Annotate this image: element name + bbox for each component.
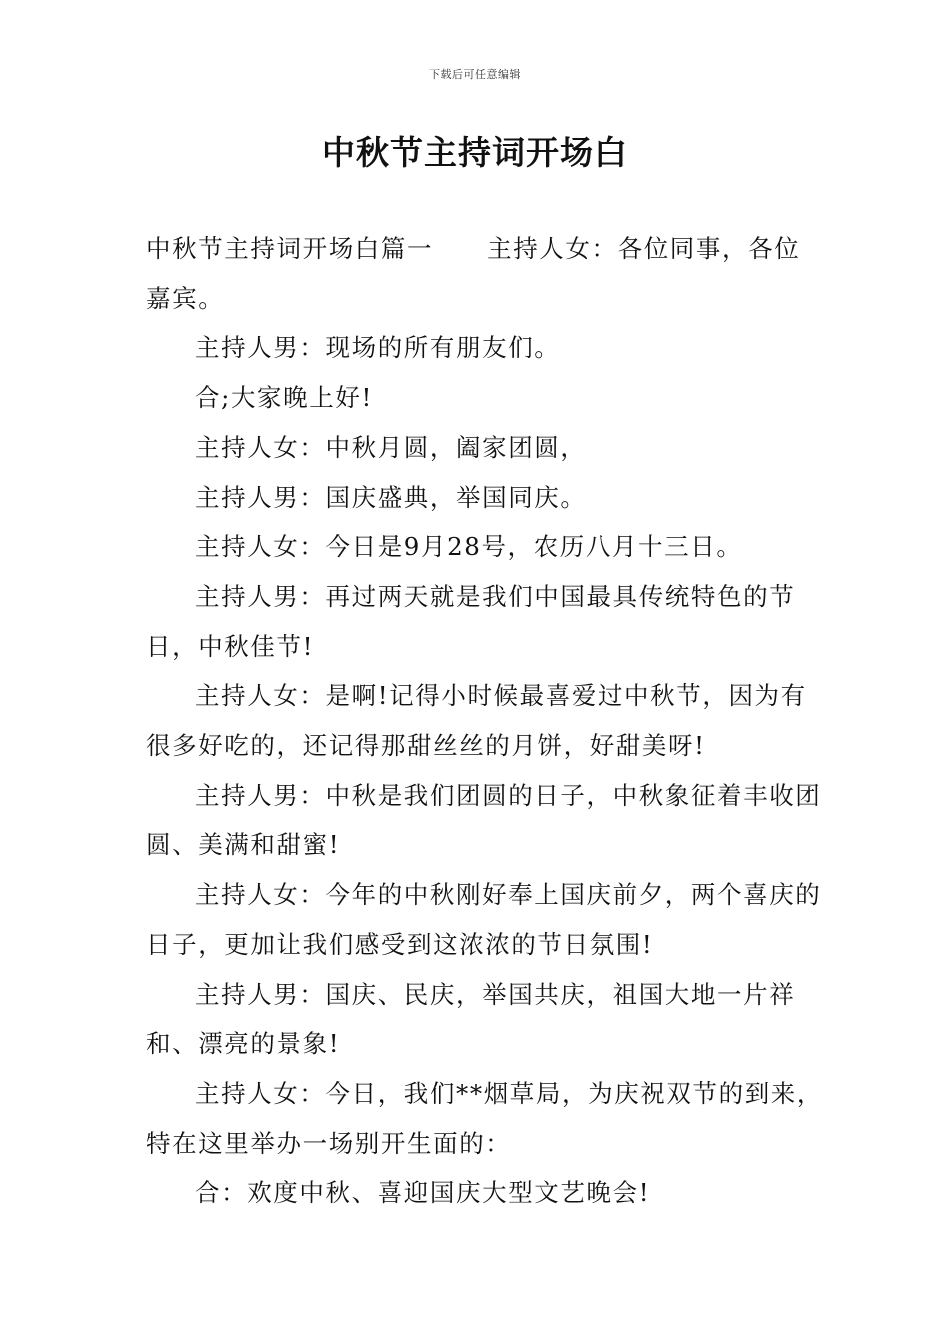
paragraph: 主持人女：今日是9月28号，农历八月十三日。 <box>195 532 743 562</box>
document-body <box>146 224 826 1218</box>
paragraph: 主持人男：国庆盛典，举国同庆。 <box>195 482 587 512</box>
paragraph: 主持人女：是啊!记得小时候最喜爱过中秋节，因为有很多好吃的，还记得那甜丝丝的月饼，好甜美呀! <box>146 681 807 761</box>
paragraph-intro <box>146 224 826 323</box>
section-heading: 中秋节主持词开场白篇一 <box>146 234 434 263</box>
document-title: 中秋节主持词开场白 <box>322 133 628 172</box>
paragraph: 合：欢度中秋、喜迎国庆大型文艺晚会! <box>195 1178 651 1208</box>
paragraph: 合;大家晚上好! <box>195 383 373 413</box>
paragraph: 主持人女：今年的中秋刚好奉上国庆前夕，两个喜庆的日子，更加让我们感受到这浓浓的节日氛围! <box>146 880 822 959</box>
paragraph: 主持人男：中秋是我们团圆的日子，中秋象征着丰收团圆、美满和甜蜜! <box>146 780 822 860</box>
paragraph: 主持人男：国庆、民庆，举国共庆，祖国大地一片祥和、漂亮的景象! <box>146 979 796 1059</box>
paragraph: 主持人男：现场的所有朋友们。 <box>195 333 561 363</box>
paragraph: 主持人女：今日，我们**烟草局，为庆祝双节的到来，特在这里举办一场别开生面的： <box>146 1078 823 1158</box>
paragraph: 主持人女：中秋月圆，阖家团圆， <box>195 432 587 462</box>
paragraph: 主持人男：再过两天就是我们中国最具传统特色的节日，中秋佳节! <box>146 581 796 661</box>
header-note: 下载后可任意编辑 <box>429 68 521 81</box>
paragraph-text: 主持人女：各位同事，各位嘉宾。 <box>146 234 801 313</box>
